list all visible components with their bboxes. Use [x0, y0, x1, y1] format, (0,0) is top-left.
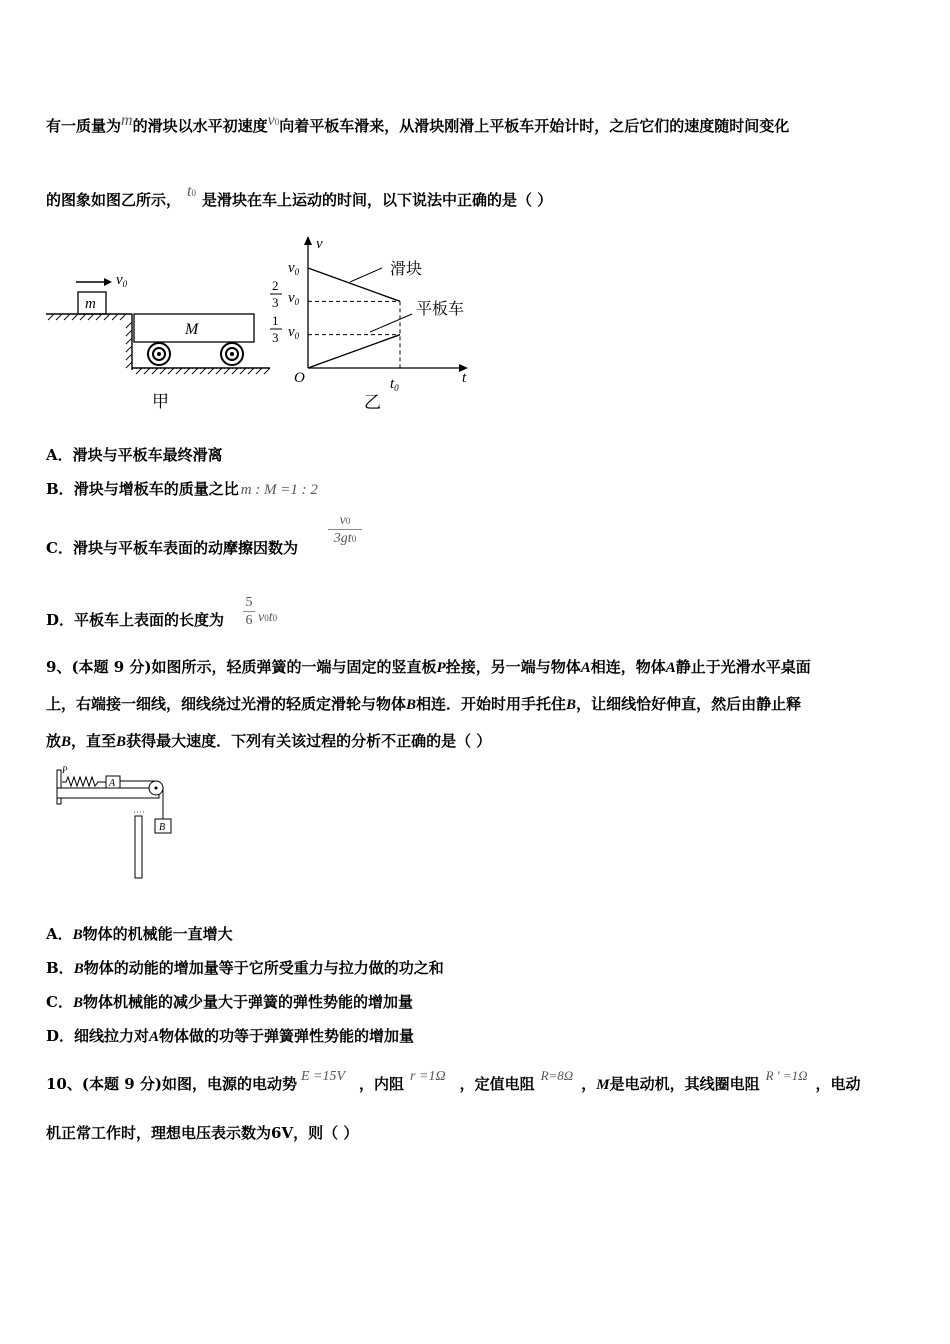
coil-resistance-math: R ' =1Ω: [765, 1068, 808, 1083]
table-top: [57, 788, 159, 798]
q9-option-a[interactable]: A．B物体的机械能一直增大: [46, 925, 233, 943]
ground-hatching: [136, 368, 270, 374]
y-axis-arrow-icon: [304, 236, 312, 245]
legend-slider: 滑块: [390, 261, 423, 278]
q10-stem-line2: 机正常工作时，理想电压表示数为6V，则（ ）: [46, 1124, 359, 1142]
table-leg: [135, 816, 142, 878]
series-slider-line: [308, 268, 400, 301]
legend-cart: 平板车: [416, 301, 465, 318]
q8-option-b[interactable]: B．滑块与增板车的质量之比 m : M =1 : 2: [46, 480, 318, 498]
vertical-plate-p: [57, 770, 61, 804]
q9-stem-line2: 上，右端接一细线，细线绕过光滑的轻质定滑轮与物体B相连．开始时用手托住B，让细线恰好伸直，然后由静止释: [46, 695, 802, 713]
y-axis-label: v: [316, 236, 323, 252]
cart-label: M: [185, 321, 199, 338]
x-axis-label: t: [462, 370, 467, 386]
svg-text:2: 2: [272, 278, 279, 293]
figure-yi-chart: [262, 232, 482, 414]
ytick-one-third: [270, 313, 300, 345]
origin-label: O: [294, 370, 305, 386]
svg-text:v0: $v_0$: [288, 290, 300, 307]
svg-text:v0: $v_0$: [288, 324, 300, 341]
svg-text:3: 3: [272, 295, 279, 310]
spring: [62, 777, 106, 786]
series-cart-line: [308, 335, 400, 368]
q9-figure-spring-pulley: [52, 764, 178, 884]
caption-yi: 乙: [364, 393, 381, 412]
resistor-math: R=8Ω: [540, 1068, 574, 1083]
length-symbols: v0t0: [258, 610, 278, 625]
svg-text:3: 3: [272, 330, 279, 345]
block-a-label: A: [109, 778, 116, 789]
ytick-v0: $v_0$: [288, 260, 300, 277]
q8-option-d[interactable]: D．平板车上表面的长度为: [46, 611, 225, 629]
cart-wheel-left: [148, 343, 170, 365]
arrow-label: $v_0$: [116, 272, 128, 289]
figure-jia: [44, 262, 274, 412]
arrow-head-icon: [104, 278, 112, 286]
q9-stem-line1: 9、(本题 9 分)如图所示，轻质弹簧的一端与固定的竖直板P拴接，另一端与物体A相连，物体A静止于光滑水平桌面: [46, 658, 811, 676]
plate-p-label: P: [62, 765, 68, 775]
length-fraction: $\frac{5}{6}$: [243, 595, 255, 630]
mass-ratio-math: m : M =1 : 2: [240, 482, 318, 498]
q8-option-c[interactable]: C．滑块与平板车表面的动摩擦因数为: [46, 539, 298, 557]
ytick-two-thirds: [270, 278, 300, 310]
symbol-v0: v0: [267, 112, 280, 129]
q8-stem-line1: 有一质量为m的滑块以水平初速度v0向着平板车滑来，从滑块刚滑上平板车开始计时，之后它们的速度随时间变化: [46, 112, 790, 135]
slider-leader-line: [350, 268, 382, 282]
q9-stem-line3: 放B，直至B获得最大速度．下列有关该过程的分析不正确的是（ ）: [46, 732, 492, 750]
svg-text:1: 1: [272, 313, 279, 328]
xtick-t0: $t_0$: [390, 376, 399, 393]
friction-coefficient-fraction: $\frac{v0}{3gt0}$: [328, 513, 362, 548]
ledge-hatching: [48, 314, 132, 368]
caption-jia: 甲: [152, 392, 169, 411]
cart-wheel-right: [221, 343, 243, 365]
q10-stem-line1: 10、(本题 9 分)如图，电源的电动势 E =15V ，内阻 r =1Ω ，定值电阻 R=8Ω ，M是电动机，其线圈电阻 R ' =1Ω ，电动: [46, 1068, 861, 1093]
cart-leader-line: [370, 314, 412, 332]
symbol-m: m: [121, 112, 133, 129]
symbol-t0: t0: [187, 183, 196, 200]
block-m-label: m: [85, 296, 96, 312]
emf-math: E =15V: [300, 1069, 346, 1084]
q9-option-b[interactable]: B．B物体的动能的增加量等于它所受重力与拉力做的功之和: [46, 959, 444, 977]
internal-resistance-math: r =1Ω: [410, 1069, 446, 1084]
q8-option-a[interactable]: A．滑块与平板车最终滑离: [46, 446, 223, 464]
q8-stem-line2: 的图象如图乙所示， t0 是滑块在车上运动的时间，以下说法中正确的是（ ）: [46, 183, 553, 209]
q9-option-d[interactable]: D．细线拉力对A物体做的功等于弹簧弹性势能的增加量: [46, 1027, 415, 1045]
q9-option-c[interactable]: C．B物体机械能的减少量大于弹簧的弹性势能的增加量: [46, 993, 413, 1011]
block-b-label: B: [159, 822, 166, 833]
